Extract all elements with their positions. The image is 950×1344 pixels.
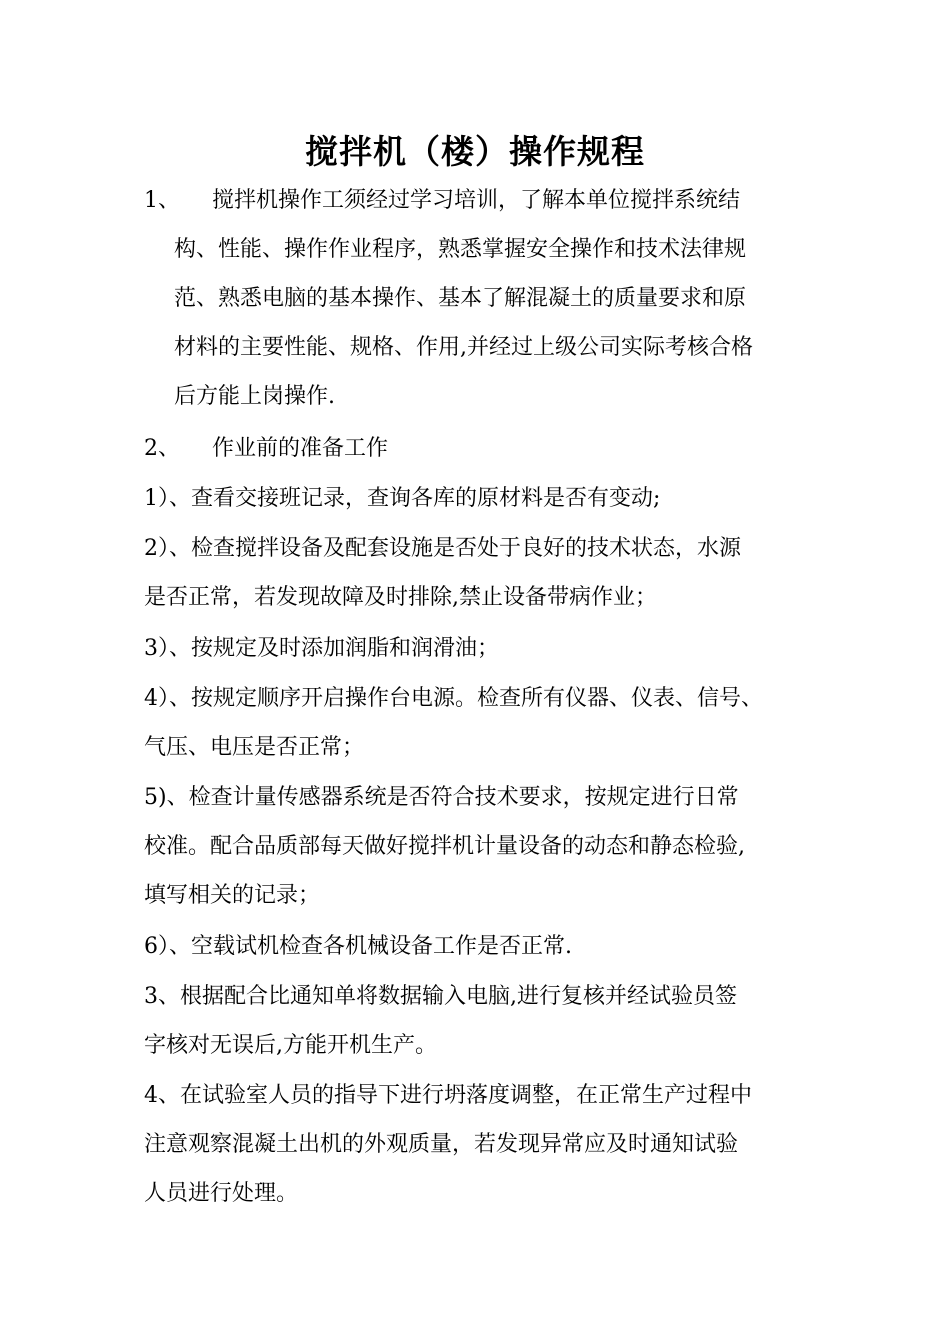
item-4: 4、在试验室人员的指导下进行坍落度调整，在正常生产过程中 注意观察混凝土出机的外观质量，若发现异常应及时通知试验 人员进行处理。 bbox=[144, 1083, 752, 1206]
item-1-line-3: 范、熟悉电脑的基本操作、基本了解混凝土的质量要求和原 bbox=[174, 286, 747, 311]
item-2-number: 2、 bbox=[144, 436, 180, 461]
item-1-line-2: 构、性能、操作作业程序，熟悉掌握安全操作和技术法律规 bbox=[174, 237, 747, 262]
sub-item-6: 6）、空载试机检查各机械设备工作是否正常. bbox=[144, 934, 572, 959]
item-1 bbox=[144, 176, 834, 421]
sub-item-5: 5)、检查计量传感器系统是否符合技术要求，按规定进行日常 校准。配合品质部每天做好搅拌机计量设备的动态和静态检验, 填写相关的记录； bbox=[144, 785, 745, 908]
document-title: 搅拌机（楼）操作规程 bbox=[305, 132, 645, 171]
sub-item-2: 2）、检查搅拌设备及配套设施是否处于良好的技术状态，水源 是否正常，若发现故障及时排除,禁止设备带病作业； bbox=[144, 536, 741, 610]
sub-item-3: 3）、按规定及时添加润脂和润滑油； bbox=[144, 636, 499, 661]
item-3: 3、根据配合比通知单将数据输入电脑,进行复核并经试验员签 字核对无误后,方能开机生产。 bbox=[144, 984, 737, 1058]
item-1-line-5: 后方能上岗操作. bbox=[174, 384, 335, 409]
item-2 bbox=[144, 424, 834, 473]
item-2-line: 2、 作业前的准备工作 bbox=[144, 424, 834, 473]
item-1-line-4: 材料的主要性能、规格、作用,并经过上级公司实际考核合格 bbox=[174, 335, 753, 360]
sub-item-1: 1）、查看交接班记录，查询各库的原材料是否有变动; bbox=[144, 486, 661, 511]
item-1-number: 1、 bbox=[144, 188, 180, 213]
item-1-line-1: 1、 搅拌机操作工须经过学习培训，了解本单位搅拌系统结 bbox=[144, 176, 834, 225]
sub-item-4: 4）、按规定顺序开启操作台电源。检查所有仪器、仪表、信号、 气压、电压是否正常； bbox=[144, 686, 763, 760]
